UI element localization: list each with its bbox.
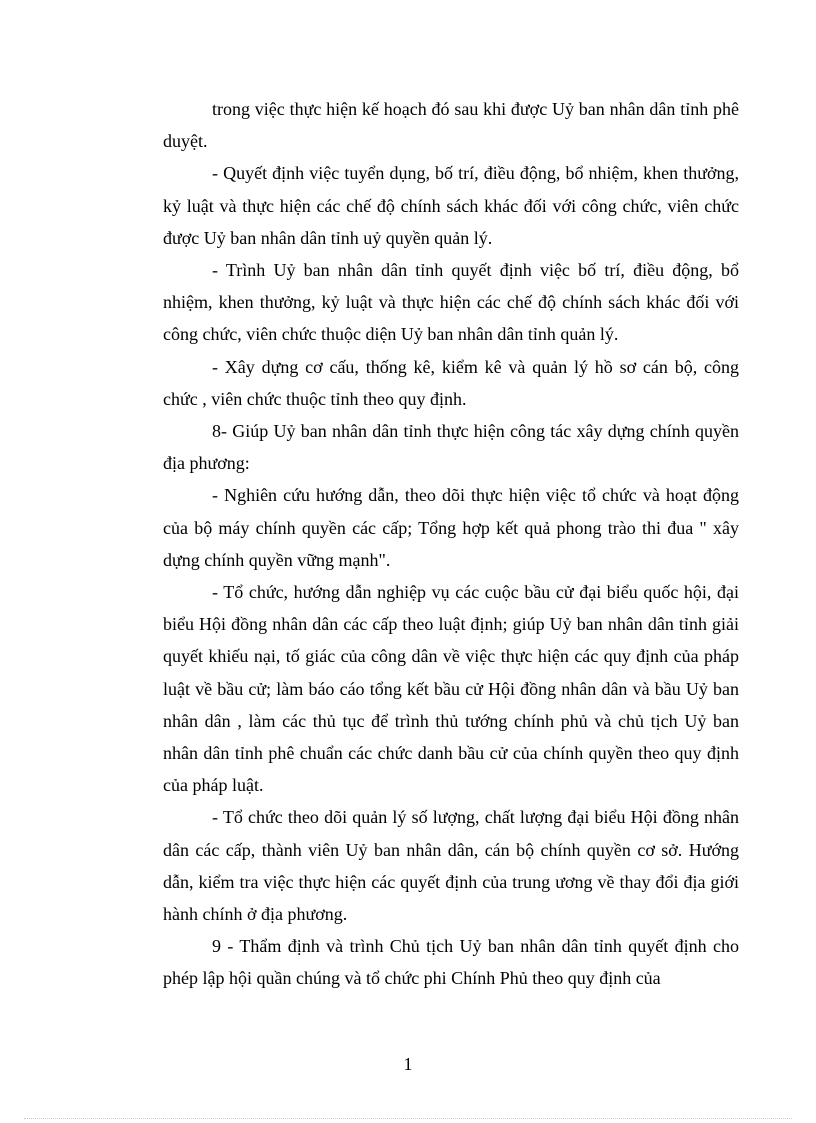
paragraph-recruitment-decision: - Quyết định việc tuyển dụng, bố trí, điều động, bổ nhiệm, khen thưởng, kỷ luật và thực hiện các chế độ chính sách khác đối với công chức, viên chức được Uỷ ban nhân dân tỉnh uỷ quyền quản lý. xyxy=(163,163,739,248)
page-bottom-divider xyxy=(24,1118,792,1119)
paragraph-section-8-heading: 8- Giúp Uỷ ban nhân dân tỉnh thực hiện công tác xây dựng chính quyền địa phương: xyxy=(163,421,739,474)
paragraph-delegate-monitoring: - Tổ chức theo dõi quản lý số lượng, chất lượng đại biểu Hội đồng nhân dân các cấp, thành viên Uỷ ban nhân dân, cán bộ chính quyền cơ sở. Hướng dẫn, kiểm tra việc thực hiện các quyết định của trung ương về thay đổi địa giới hành chính ở địa phương. xyxy=(163,807,739,925)
page-number: 1 xyxy=(403,1054,413,1074)
paragraph-section-9-heading: 9 - Thẩm định và trình Chủ tịch Uỷ ban nhân dân tỉnh quyết định cho phép lập hội quần chúng và tổ chức phi Chính Phủ theo quy định của xyxy=(163,936,739,989)
paragraph-research-guidance: - Nghiên cứu hướng dẫn, theo dõi thực hiện việc tổ chức và hoạt động của bộ máy chính quyền các cấp; Tổng hợp kết quả phong trào thi đua " xây dựng chính quyền vững mạnh". xyxy=(163,485,739,570)
paragraph-submit-decision: - Trình Uỷ ban nhân dân tỉnh quyết định việc bố trí, điều động, bổ nhiệm, khen thưởng, kỷ luật và thực hiện các chế độ chính sách khác đối với công chức, viên chức thuộc diện Uỷ ban nhân dân tỉnh quản lý. xyxy=(163,260,739,345)
document-body xyxy=(163,93,739,995)
paragraph-plan-approval: trong việc thực hiện kế hoạch đó sau khi được Uỷ ban nhân dân tỉnh phê duyệt. xyxy=(163,99,739,152)
paragraph-structure-statistics: - Xây dựng cơ cấu, thống kê, kiểm kê và quản lý hồ sơ cán bộ, công chức , viên chức thuộc tỉnh theo quy định. xyxy=(163,356,739,409)
paragraph-election-organization: - Tổ chức, hướng dẫn nghiệp vụ các cuộc bầu cử đại biểu quốc hội, đại biểu Hội đồng nhân dân các cấp theo luật định; giúp Uỷ ban nhân dân tỉnh giải quyết khiếu nại, tố giác của công dân về việc thực hiện các quy định của pháp luật về bầu cử; làm báo cáo tổng kết bầu cử Hội đồng nhân dân và bầu Uỷ ban nhân dân , làm các thủ tục để trình thủ tướng chính phủ và chủ tịch Uỷ ban nhân dân tỉnh phê chuẩn các chức danh bầu cử của chính quyền theo quy định của pháp luật. xyxy=(163,582,739,796)
